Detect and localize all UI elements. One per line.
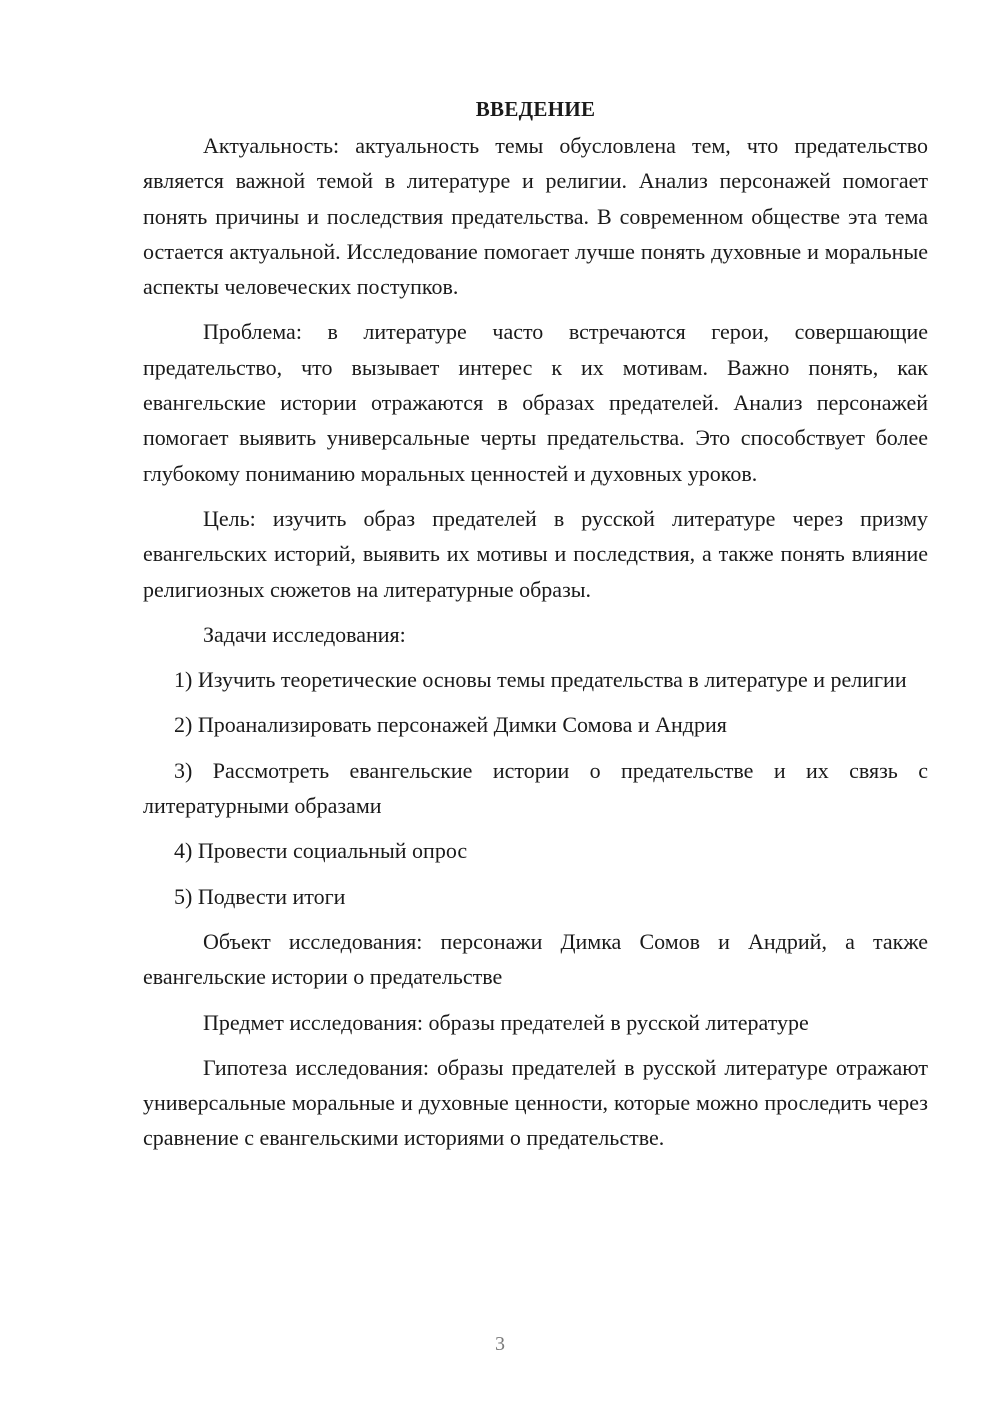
goal-paragraph: Цель: изучить образ предателей в русской литературе через призму евангельских историй, выявить их мотивы и последствия, а также понять влияние религиозных сюжетов на литературные образы. xyxy=(143,505,928,602)
task-item: 2) Проанализировать персонажей Димки Сомова и Андрия xyxy=(174,712,727,738)
hypothesis-paragraph: Гипотеза исследования: образы предателей в русской литературе отражают универсальные моральные и духовные ценности, которые можно проследить через сравнение с евангельскими историями о предательстве. xyxy=(143,1054,928,1151)
task-item: 4) Провести социальный опрос xyxy=(174,838,468,864)
task-item: 1) Изучить теоретические основы темы предательства в литературе и религии xyxy=(174,667,907,693)
page-number: 3 xyxy=(495,1333,505,1355)
document-page xyxy=(143,92,928,1166)
relevance-paragraph: Актуальность: актуальность темы обусловлена тем, что предательство является важной темой в литературе и религии. Анализ персонажей помогает понять причины и последствия предательства. В современном обществе эта тема остается актуальной. Исследование помогает лучше понять духовные и моральные аспекты человеческих поступков. xyxy=(143,133,928,300)
subject-paragraph: Предмет исследования: образы предателей в русской литературе xyxy=(203,1009,809,1035)
task-item: 3) Рассмотреть евангельские истории о предательстве и их связь с литературными образами xyxy=(143,757,928,819)
task-item: 5) Подвести итоги xyxy=(174,883,346,909)
object-paragraph: Объект исследования: персонажи Димка Сомов и Андрий, а также евангельские истории о предательстве xyxy=(143,928,928,990)
tasks-heading: Задачи исследования: xyxy=(203,621,406,647)
section-title: ВВЕДЕНИЕ xyxy=(475,97,596,121)
problem-paragraph: Проблема: в литературе часто встречаются герои, совершающие предательство, что вызывает интерес к их мотивам. Важно понять, как евангельские истории отражаются в образах предателей. Анализ персонажей помогает выявить универсальные черты предательства. Это способствует более глубокому пониманию моральных ценностей и духовных уроков. xyxy=(143,319,928,486)
